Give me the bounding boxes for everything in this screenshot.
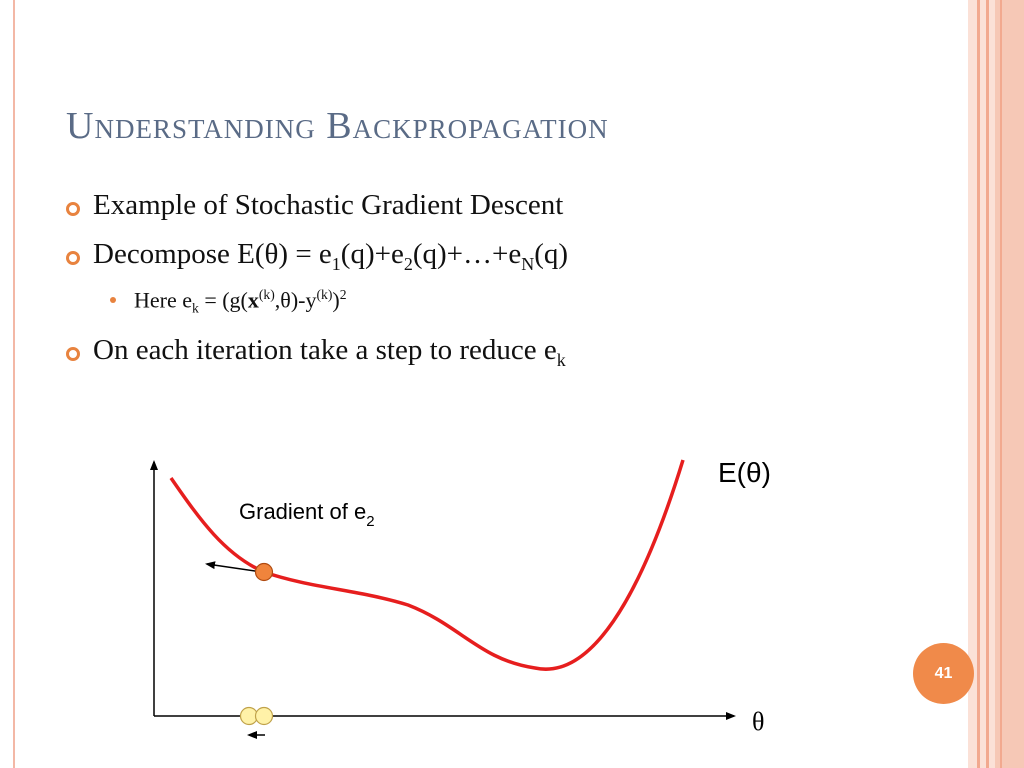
equation-part: (q): [534, 238, 569, 270]
equation-part: = (g(: [198, 287, 248, 313]
equation-part: ,θ)-y: [274, 287, 317, 313]
equation-part: On each iteration take a step to reduce e: [93, 334, 557, 366]
current-point-marker: [256, 564, 273, 581]
equation-subscript: N: [521, 253, 535, 274]
equation-superscript: 2: [339, 287, 347, 302]
equation-part: (q)+…+e: [412, 238, 522, 270]
curve-label: E(θ): [718, 457, 771, 488]
slide-title: Understanding Backpropagation: [66, 105, 609, 147]
axis-point-marker: [256, 708, 273, 725]
equation-part: Decompose E(θ) = e: [93, 238, 332, 270]
bullet-text: Example of Stochastic Gradient Descent: [93, 189, 564, 221]
x-axis-label: θ: [752, 707, 765, 736]
equation-bold-x: x: [247, 287, 259, 313]
equation-part: Here e: [134, 287, 193, 313]
equation-superscript: (k): [316, 287, 333, 302]
equation-subscript: k: [192, 300, 199, 316]
equation-subscript: 1: [331, 253, 341, 274]
equation-subscript: k: [556, 349, 566, 370]
equation-part: (q)+e: [340, 238, 404, 270]
error-curve: [171, 460, 683, 669]
gradient-label: Gradient of $e_2$: [239, 499, 375, 530]
equation-subscript: 2: [403, 253, 413, 274]
equation-superscript: (k): [258, 287, 275, 302]
equation-part: ): [332, 287, 340, 313]
page-number-badge: 41: [913, 643, 974, 704]
